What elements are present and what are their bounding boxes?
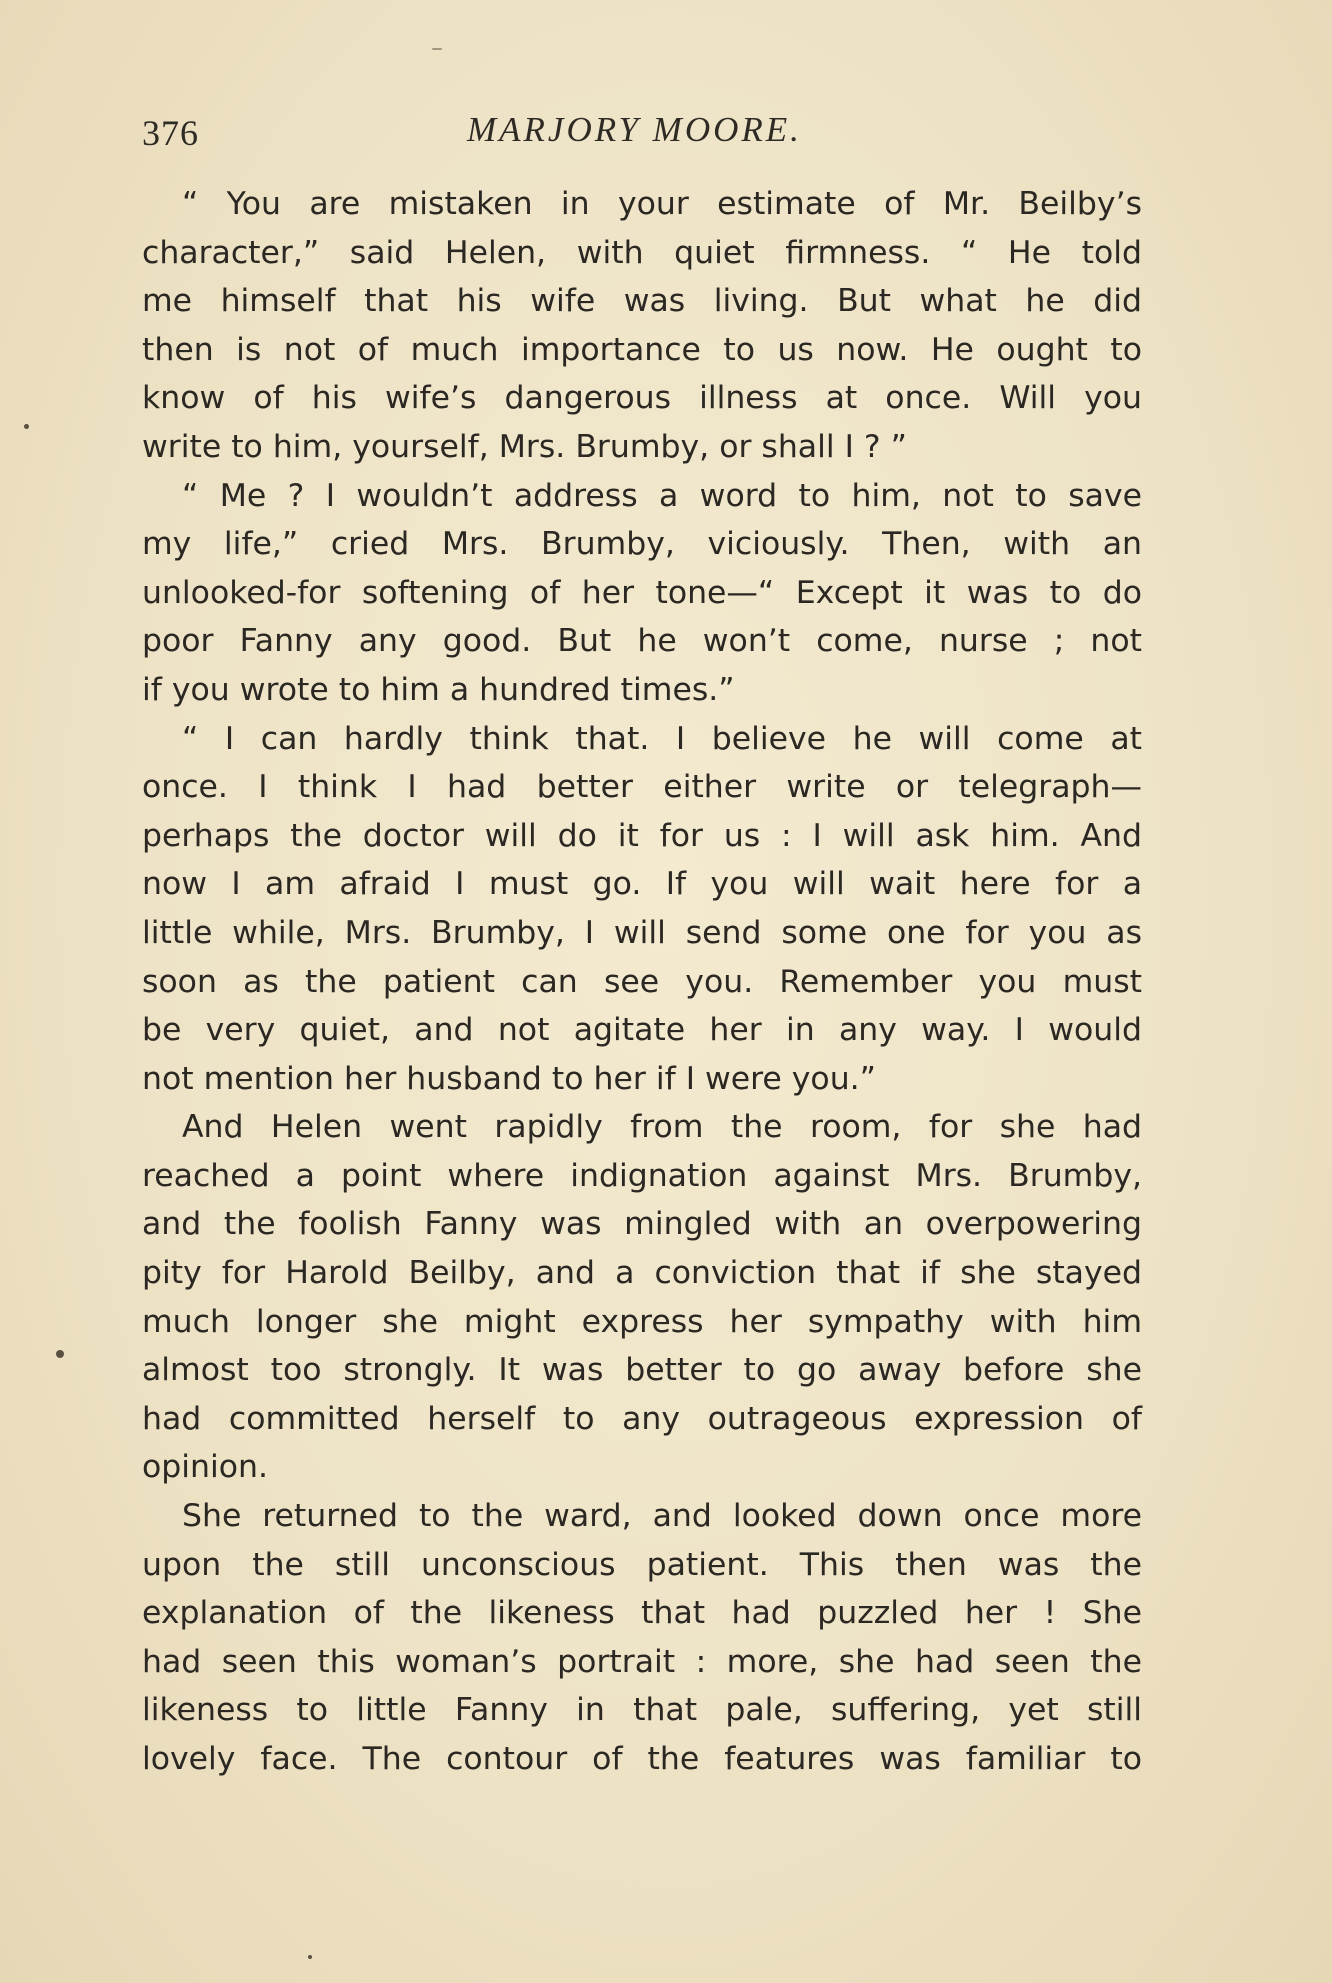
text-line: pity for Harold Beilby, and a conviction that if she stayed bbox=[142, 1255, 1142, 1292]
text-line: poor Fanny any good. But he won’t come, nurse ; not bbox=[142, 623, 1142, 660]
ink-speck bbox=[432, 48, 442, 50]
text-line: likeness to little Fanny in that pale, suffering, yet still bbox=[142, 1692, 1142, 1729]
text-line: character,” said Helen, with quiet firmness. “ He told bbox=[142, 234, 1142, 271]
text-line: then is not of much importance to us now. He ought to bbox=[142, 331, 1142, 368]
text-line: if you wrote to him a hundred times.” bbox=[142, 671, 735, 708]
text-line: opinion. bbox=[142, 1449, 268, 1486]
ink-speck bbox=[308, 1955, 312, 1959]
text-line: She returned to the ward, and looked down once more bbox=[182, 1498, 1142, 1535]
text-line: once. I think I had better either write or telegraph— bbox=[142, 769, 1142, 806]
ink-speck bbox=[56, 1350, 64, 1358]
text-line: reached a point where indignation against Mrs. Brumby, bbox=[142, 1157, 1142, 1194]
text-line: little while, Mrs. Brumby, I will send some one for you as bbox=[142, 914, 1142, 951]
text-line: lovely face. The contour of the features was familiar to bbox=[142, 1741, 1142, 1777]
text-line: upon the still unconscious patient. This then was the bbox=[142, 1546, 1142, 1583]
text-line: and the foolish Fanny was mingled with an overpowering bbox=[142, 1206, 1142, 1243]
text-line: know of his wife’s dangerous illness at once. Will you bbox=[142, 380, 1142, 417]
page-header bbox=[142, 100, 1142, 160]
text-line: almost too strongly. It was better to go away before she bbox=[142, 1352, 1142, 1389]
text-line: And Helen went rapidly from the room, for she had bbox=[182, 1109, 1142, 1146]
text-line: much longer she might express her sympathy with him bbox=[142, 1303, 1142, 1340]
text-line: not mention her husband to her if I were you.” bbox=[142, 1060, 877, 1097]
text-line: my life,” cried Mrs. Brumby, viciously. Then, with an bbox=[142, 526, 1142, 563]
page-number: 376 bbox=[142, 113, 199, 153]
text-line: me himself that his wife was living. But what he did bbox=[142, 283, 1142, 320]
text-line: explanation of the likeness that had puzzled her ! She bbox=[142, 1595, 1142, 1632]
text-line: unlooked-for softening of her tone—“ Except it was to do bbox=[142, 574, 1142, 611]
text-line: had committed herself to any outrageous expression of bbox=[142, 1400, 1142, 1437]
text-line: perhaps the doctor will do it for us : I will ask him. And bbox=[142, 817, 1142, 854]
text-line: “ I can hardly think that. I believe he will come at bbox=[182, 720, 1142, 757]
text-line: be very quiet, and not agitate her in any way. I would bbox=[142, 1012, 1142, 1049]
text-line: write to him, yourself, Mrs. Brumby, or shall I ? ” bbox=[142, 428, 907, 465]
text-line: “ Me ? I wouldn’t address a word to him, not to save bbox=[182, 477, 1142, 514]
text-line: “ You are mistaken in your estimate of Mr. Beilby’s bbox=[182, 186, 1142, 222]
ink-speck bbox=[24, 424, 29, 429]
text-line: soon as the patient can see you. Remember you must bbox=[142, 963, 1142, 1000]
text-line: had seen this woman’s portrait : more, she had seen the bbox=[142, 1643, 1142, 1680]
text-line: now I am afraid I must go. If you will wait here for a bbox=[142, 866, 1142, 903]
body-text bbox=[142, 180, 1142, 1784]
running-title: MARJORY MOORE. bbox=[467, 110, 802, 149]
